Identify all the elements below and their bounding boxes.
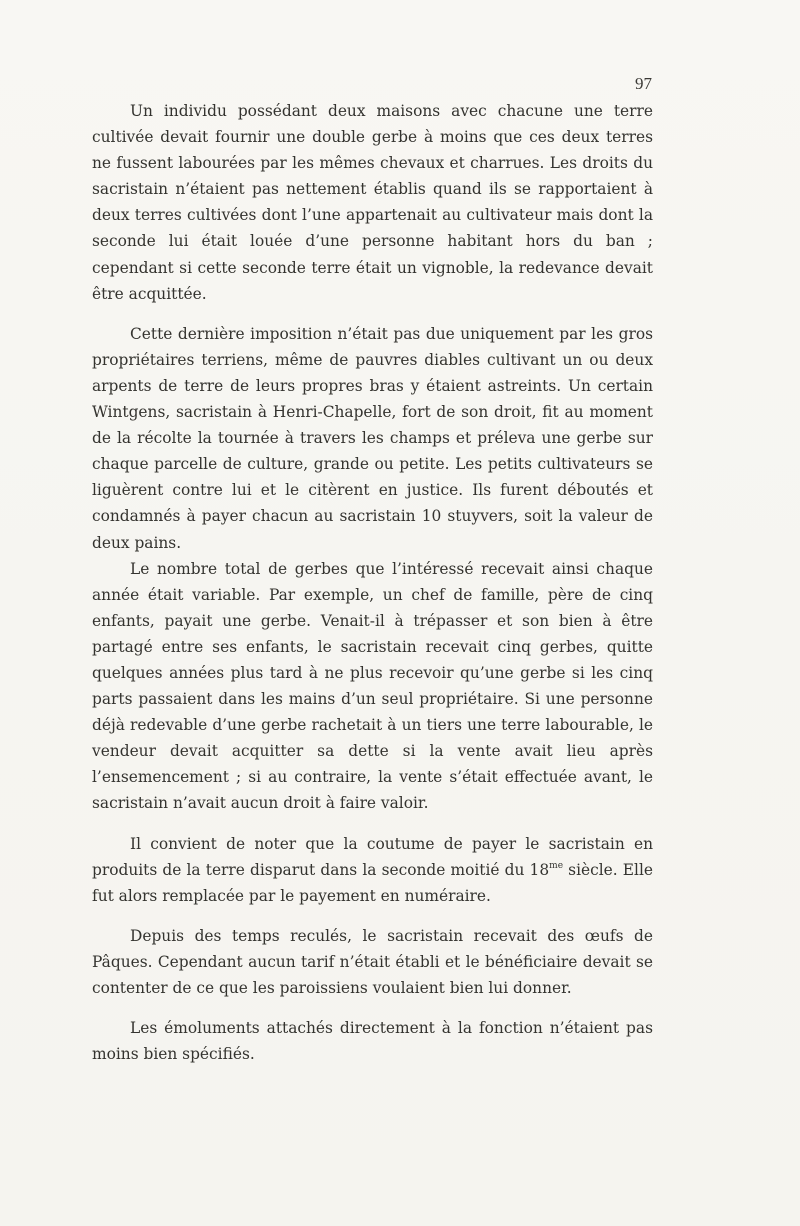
paragraph-coutume-18me-siecle (92, 831, 653, 909)
paragraph-double-gerbe: Un individu possédant deux maisons avec chacune une terre cultivée devait fournir une double gerbe à moins que ces deux terres ne fussent labourées par les mêmes chevaux et charrues. Les droits du sacristain n’étaient pas nettement établis quand ils se rapportaient à deux terres cultivées dont l’une appartenait au cultivateur mais dont la seconde lui était louée d’une personne habitant hors du ban ; cependant si cette seconde terre était un vignoble, la redevance devait être acquittée. (92, 102, 653, 303)
paragraph-nombre-gerbes: Le nombre total de gerbes que l’intéressé recevait ainsi chaque année était variable. Par exemple, un chef de famille, père de cinq enfants, payait une gerbe. Venait-il à trépasser et son bien à être partagé entre ses enfants, le sacristain recevait cinq gerbes, quitte quelques années plus tard à ne plus recevoir qu’une gerbe si les cinq parts passaient dans les mains d’un seul propriétaire. Si une personne déjà redevable d’une gerbe rachetait à un tiers une terre labourable, le vendeur devait acquitter sa dette si la vente avait lieu après l’ensemencement ; si au contraire, la vente s’était effectuée avant, le sacristain n’avait aucun droit à faire valoir. (92, 559, 653, 813)
page-body (92, 98, 653, 1067)
paragraph-coutume-text-after: siècle. Elle fut alors remplacée par le payement en numéraire. (92, 860, 653, 905)
page-number: 97 (635, 74, 652, 93)
paragraph-petits-cultivateurs: Cette dernière imposition n’était pas due uniquement par les gros propriétaires terriens, même de pauvres diables cultivant un ou deux arpents de terre de leurs propres bras y étaient astreints. Un certain Wintgens, sacristain à Henri-Chapelle, fort de son droit, fit au moment de la récolte la tournée à travers les champs et préleva une gerbe sur chaque parcelle de culture, grande ou petite. Les petits cultivateurs se liguèrent contre lui et le citèrent en justice. Ils furent déboutés et condamnés à payer chacun au sacristain 10 stuyvers, soit la valeur de deux pains. (92, 324, 653, 552)
superscript-me: me (549, 860, 564, 871)
paragraph-emoluments: Les émoluments attachés directement à la fonction n’étaient pas moins bien spécifiés. (92, 1019, 653, 1064)
paragraph-oeufs-de-paques: Depuis des temps reculés, le sacristain recevait des œufs de Pâques. Cependant aucun tarif n’était établi et le bénéficiaire devait se contenter de ce que les paroissiens voulaient bien lui donner. (92, 926, 653, 997)
paragraph-coutume-text-before: Il convient de noter que la coutume de payer le sacristain en produits de la terre disparut dans la seconde moitié du 18 (92, 834, 653, 879)
